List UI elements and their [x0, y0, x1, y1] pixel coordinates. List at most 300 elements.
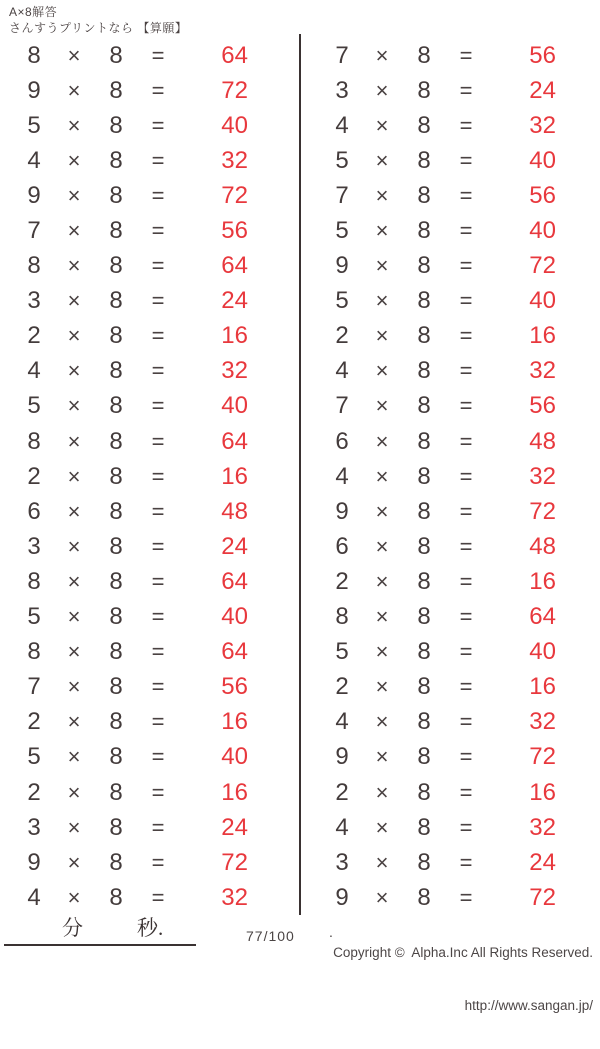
equals-sign: =: [151, 182, 165, 208]
equation-row: [14, 775, 248, 810]
multiplicand: 8: [27, 41, 41, 69]
multiplicand: 3: [335, 848, 349, 876]
answer: 72: [529, 743, 556, 771]
multiplicand: 2: [335, 673, 349, 701]
times-sign: ×: [375, 77, 389, 103]
multiplier: 8: [109, 181, 123, 209]
equals-sign: =: [459, 253, 473, 279]
answer: 48: [529, 532, 556, 560]
multiplicand: 6: [335, 532, 349, 560]
multiplicand: 5: [27, 743, 41, 771]
multiplier: 8: [417, 427, 431, 455]
equation-row: [322, 670, 556, 705]
equals-sign: =: [459, 533, 473, 559]
page-header: [9, 4, 187, 36]
equation-row: [14, 38, 248, 73]
times-sign: ×: [67, 463, 81, 489]
times-sign: ×: [67, 884, 81, 910]
times-sign: ×: [375, 779, 389, 805]
multiplier: 8: [417, 848, 431, 876]
times-sign: ×: [67, 112, 81, 138]
multiplicand: 7: [335, 41, 349, 69]
answer: 24: [221, 813, 248, 841]
equation-row: [14, 670, 248, 705]
equals-sign: =: [459, 639, 473, 665]
equation-row: [322, 635, 556, 670]
multiplier: 8: [417, 392, 431, 420]
multiplicand: 4: [335, 462, 349, 490]
answer: 40: [221, 392, 248, 420]
multiplier: 8: [109, 111, 123, 139]
equals-sign: =: [151, 358, 165, 384]
multiplier: 8: [417, 181, 431, 209]
multiplicand: 4: [335, 813, 349, 841]
multiplicand: 6: [27, 497, 41, 525]
times-sign: ×: [67, 77, 81, 103]
equals-sign: =: [151, 112, 165, 138]
multiplier: 8: [109, 883, 123, 911]
times-sign: ×: [67, 218, 81, 244]
multiplier: 8: [417, 357, 431, 385]
multiplier: 8: [417, 813, 431, 841]
multiplicand: 5: [335, 287, 349, 315]
answer: 64: [221, 638, 248, 666]
multiplier: 8: [109, 252, 123, 280]
equation-row: [322, 73, 556, 108]
multiplicand: 4: [335, 357, 349, 385]
multiplier: 8: [417, 673, 431, 701]
equation-row: [322, 213, 556, 248]
multiplicand: 5: [335, 638, 349, 666]
equation-row: [14, 810, 248, 845]
answer: 40: [529, 287, 556, 315]
answer: 32: [221, 883, 248, 911]
equals-sign: =: [459, 674, 473, 700]
answer: 40: [529, 638, 556, 666]
answer: 16: [529, 673, 556, 701]
times-sign: ×: [375, 604, 389, 630]
equals-sign: =: [459, 568, 473, 594]
multiplicand: 4: [27, 146, 41, 174]
multiplicand: 9: [27, 181, 41, 209]
multiplier: 8: [417, 743, 431, 771]
equation-row: [14, 459, 248, 494]
multiplicand: 5: [335, 217, 349, 245]
multiplicand: 8: [27, 638, 41, 666]
multiplicand: 8: [27, 567, 41, 595]
equation-row: [322, 459, 556, 494]
multiplicand: 4: [335, 708, 349, 736]
answer: 72: [221, 76, 248, 104]
multiplicand: 9: [335, 497, 349, 525]
answer: 64: [221, 427, 248, 455]
answer: 16: [529, 567, 556, 595]
equation-row: [14, 213, 248, 248]
answer: 32: [529, 111, 556, 139]
answer: 32: [221, 146, 248, 174]
times-sign: ×: [67, 147, 81, 173]
multiplier: 8: [109, 848, 123, 876]
equals-sign: =: [459, 604, 473, 630]
copyright-block: [333, 909, 593, 1049]
times-sign: ×: [67, 674, 81, 700]
answer: 24: [529, 76, 556, 104]
multiplicand: 8: [27, 252, 41, 280]
answer: 16: [529, 322, 556, 350]
times-sign: ×: [67, 604, 81, 630]
equation-row: [14, 143, 248, 178]
equals-sign: =: [459, 147, 473, 173]
equation-row: [322, 249, 556, 284]
times-sign: ×: [375, 709, 389, 735]
equals-sign: =: [151, 77, 165, 103]
multiplicand: 2: [27, 462, 41, 490]
equation-row: [14, 705, 248, 740]
answer: 16: [529, 778, 556, 806]
answer: 40: [221, 743, 248, 771]
equation-row: [14, 845, 248, 880]
multiplier: 8: [417, 322, 431, 350]
equation-row: [322, 38, 556, 73]
equation-row: [14, 284, 248, 319]
equals-sign: =: [151, 147, 165, 173]
multiplier: 8: [417, 252, 431, 280]
multiplier: 8: [417, 708, 431, 736]
times-sign: ×: [375, 42, 389, 68]
equation-row: [322, 600, 556, 635]
minutes-label: 分: [62, 916, 83, 940]
times-sign: ×: [67, 498, 81, 524]
equation-row: [322, 143, 556, 178]
equals-sign: =: [459, 498, 473, 524]
answer: 48: [221, 497, 248, 525]
times-sign: ×: [67, 358, 81, 384]
answer: 72: [529, 883, 556, 911]
multiplier: 8: [109, 287, 123, 315]
answer: 24: [221, 287, 248, 315]
multiplier: 8: [109, 673, 123, 701]
times-sign: ×: [375, 218, 389, 244]
equation-row: [322, 389, 556, 424]
equation-row: [14, 249, 248, 284]
times-sign: ×: [67, 814, 81, 840]
multiplicand: 3: [27, 813, 41, 841]
equals-sign: =: [459, 779, 473, 805]
multiplier: 8: [109, 532, 123, 560]
stray-dot: .: [329, 924, 333, 940]
answer: 32: [529, 357, 556, 385]
answer: 72: [529, 497, 556, 525]
times-sign: ×: [375, 533, 389, 559]
equation-row: [322, 564, 556, 599]
equals-sign: =: [151, 428, 165, 454]
answer: 24: [529, 848, 556, 876]
multiplicand: 4: [335, 111, 349, 139]
answer: 64: [221, 41, 248, 69]
equation-row: [14, 389, 248, 424]
equals-sign: =: [151, 323, 165, 349]
equation-row: [14, 178, 248, 213]
multiplicand: 7: [335, 392, 349, 420]
multiplicand: 9: [335, 883, 349, 911]
multiplier: 8: [417, 146, 431, 174]
seconds-label: 秒.: [137, 916, 164, 940]
answer: 40: [221, 603, 248, 631]
answer: 56: [221, 673, 248, 701]
problems-column-left: [14, 38, 248, 915]
multiplier: 8: [109, 146, 123, 174]
multiplier: 8: [417, 111, 431, 139]
multiplier: 8: [417, 76, 431, 104]
equation-row: [322, 178, 556, 213]
answer: 56: [529, 181, 556, 209]
times-sign: ×: [375, 393, 389, 419]
equals-sign: =: [459, 323, 473, 349]
times-sign: ×: [375, 147, 389, 173]
problems-column-right: [322, 38, 556, 915]
answer: 56: [529, 392, 556, 420]
equals-sign: =: [459, 393, 473, 419]
times-sign: ×: [375, 814, 389, 840]
multiplicand: 2: [27, 778, 41, 806]
equation-row: [14, 73, 248, 108]
equals-sign: =: [151, 884, 165, 910]
multiplier: 8: [109, 603, 123, 631]
multiplicand: 5: [27, 603, 41, 631]
times-sign: ×: [375, 744, 389, 770]
times-sign: ×: [67, 428, 81, 454]
multiplier: 8: [417, 41, 431, 69]
multiplier: 8: [109, 357, 123, 385]
multiplicand: 9: [27, 76, 41, 104]
multiplier: 8: [417, 638, 431, 666]
multiplier: 8: [417, 462, 431, 490]
multiplier: 8: [109, 567, 123, 595]
multiplicand: 5: [27, 111, 41, 139]
multiplicand: 2: [27, 322, 41, 350]
answer: 40: [221, 111, 248, 139]
equation-row: [14, 108, 248, 143]
equals-sign: =: [151, 393, 165, 419]
equals-sign: =: [151, 533, 165, 559]
equals-sign: =: [151, 744, 165, 770]
multiplicand: 2: [335, 322, 349, 350]
times-sign: ×: [67, 323, 81, 349]
equals-sign: =: [459, 884, 473, 910]
multiplier: 8: [109, 392, 123, 420]
equals-sign: =: [459, 849, 473, 875]
answer: 40: [529, 217, 556, 245]
equals-sign: =: [151, 604, 165, 630]
multiplicand: 9: [335, 743, 349, 771]
times-sign: ×: [67, 288, 81, 314]
multiplier: 8: [417, 497, 431, 525]
times-sign: ×: [67, 533, 81, 559]
multiplicand: 3: [335, 76, 349, 104]
multiplicand: 6: [335, 427, 349, 455]
equation-row: [14, 635, 248, 670]
multiplier: 8: [109, 462, 123, 490]
multiplicand: 8: [335, 603, 349, 631]
multiplicand: 5: [335, 146, 349, 174]
multiplicand: 2: [27, 708, 41, 736]
equals-sign: =: [459, 744, 473, 770]
multiplier: 8: [109, 322, 123, 350]
answer: 56: [529, 41, 556, 69]
equals-sign: =: [151, 849, 165, 875]
equation-row: [14, 529, 248, 564]
answer: 32: [529, 813, 556, 841]
equals-sign: =: [459, 112, 473, 138]
page-title: A×8解答: [9, 5, 58, 19]
multiplicand: 3: [27, 532, 41, 560]
multiplier: 8: [417, 532, 431, 560]
times-sign: ×: [67, 744, 81, 770]
answer: 64: [221, 252, 248, 280]
equals-sign: =: [459, 288, 473, 314]
multiplier: 8: [417, 567, 431, 595]
times-sign: ×: [375, 849, 389, 875]
equals-sign: =: [151, 288, 165, 314]
multiplier: 8: [417, 883, 431, 911]
equals-sign: =: [459, 463, 473, 489]
times-sign: ×: [375, 639, 389, 665]
multiplier: 8: [109, 497, 123, 525]
multiplicand: 2: [335, 778, 349, 806]
equation-row: [322, 319, 556, 354]
equation-row: [14, 600, 248, 635]
multiplier: 8: [109, 76, 123, 104]
equation-row: [322, 108, 556, 143]
answer: 72: [221, 181, 248, 209]
multiplier: 8: [109, 743, 123, 771]
times-sign: ×: [375, 884, 389, 910]
equation-row: [322, 284, 556, 319]
equation-row: [322, 424, 556, 459]
multiplicand: 4: [27, 357, 41, 385]
multiplicand: 4: [27, 883, 41, 911]
answer: 48: [529, 427, 556, 455]
equation-row: [322, 845, 556, 880]
multiplier: 8: [109, 778, 123, 806]
answer: 24: [221, 532, 248, 560]
multiplicand: 9: [335, 252, 349, 280]
times-sign: ×: [67, 568, 81, 594]
multiplier: 8: [109, 217, 123, 245]
answer: 32: [529, 462, 556, 490]
answer: 64: [221, 567, 248, 595]
times-sign: ×: [375, 498, 389, 524]
equals-sign: =: [459, 218, 473, 244]
multiplicand: 2: [335, 567, 349, 595]
equals-sign: =: [151, 709, 165, 735]
times-sign: ×: [67, 849, 81, 875]
multiplicand: 3: [27, 287, 41, 315]
times-sign: ×: [67, 42, 81, 68]
times-sign: ×: [375, 288, 389, 314]
multiplier: 8: [417, 217, 431, 245]
copyright-text: Copyright © Alpha.Inc All Rights Reserved.: [333, 945, 593, 960]
equation-row: [322, 740, 556, 775]
answer: 32: [221, 357, 248, 385]
multiplier: 8: [417, 603, 431, 631]
times-sign: ×: [67, 393, 81, 419]
equation-row: [322, 354, 556, 389]
equation-row: [322, 810, 556, 845]
page-number: 77/100: [246, 928, 295, 944]
time-entry-line: [4, 913, 196, 946]
multiplier: 8: [109, 813, 123, 841]
times-sign: ×: [67, 182, 81, 208]
times-sign: ×: [375, 463, 389, 489]
answer: 56: [221, 217, 248, 245]
times-sign: ×: [375, 323, 389, 349]
equation-row: [14, 564, 248, 599]
multiplier: 8: [109, 708, 123, 736]
answer: 40: [529, 146, 556, 174]
site-url: http://www.sangan.jp/: [464, 997, 593, 1013]
times-sign: ×: [67, 709, 81, 735]
multiplier: 8: [109, 427, 123, 455]
equals-sign: =: [459, 814, 473, 840]
multiplier: 8: [109, 638, 123, 666]
times-sign: ×: [375, 428, 389, 454]
equation-row: [14, 740, 248, 775]
times-sign: ×: [375, 568, 389, 594]
times-sign: ×: [375, 674, 389, 700]
equation-row: [322, 494, 556, 529]
answer: 16: [221, 462, 248, 490]
equals-sign: =: [151, 42, 165, 68]
page-subtitle: さんすうプリントなら 【算願】: [9, 21, 188, 35]
equals-sign: =: [459, 42, 473, 68]
equals-sign: =: [151, 463, 165, 489]
equation-row: [322, 529, 556, 564]
multiplicand: 7: [27, 673, 41, 701]
answer: 72: [221, 848, 248, 876]
answer: 32: [529, 708, 556, 736]
equals-sign: =: [459, 182, 473, 208]
times-sign: ×: [375, 182, 389, 208]
equals-sign: =: [459, 428, 473, 454]
times-sign: ×: [375, 358, 389, 384]
equation-row: [322, 775, 556, 810]
equals-sign: =: [459, 77, 473, 103]
equals-sign: =: [151, 814, 165, 840]
equals-sign: =: [151, 674, 165, 700]
equals-sign: =: [151, 568, 165, 594]
times-sign: ×: [375, 253, 389, 279]
times-sign: ×: [67, 779, 81, 805]
multiplicand: 7: [335, 181, 349, 209]
multiplier: 8: [417, 287, 431, 315]
equation-row: [322, 705, 556, 740]
equals-sign: =: [151, 253, 165, 279]
equals-sign: =: [151, 218, 165, 244]
equation-row: [14, 494, 248, 529]
times-sign: ×: [67, 253, 81, 279]
times-sign: ×: [67, 639, 81, 665]
times-sign: ×: [375, 112, 389, 138]
equation-row: [14, 354, 248, 389]
multiplicand: 7: [27, 217, 41, 245]
equation-row: [14, 319, 248, 354]
answer: 16: [221, 778, 248, 806]
equals-sign: =: [459, 358, 473, 384]
multiplier: 8: [109, 41, 123, 69]
multiplicand: 9: [27, 848, 41, 876]
answer: 64: [529, 603, 556, 631]
